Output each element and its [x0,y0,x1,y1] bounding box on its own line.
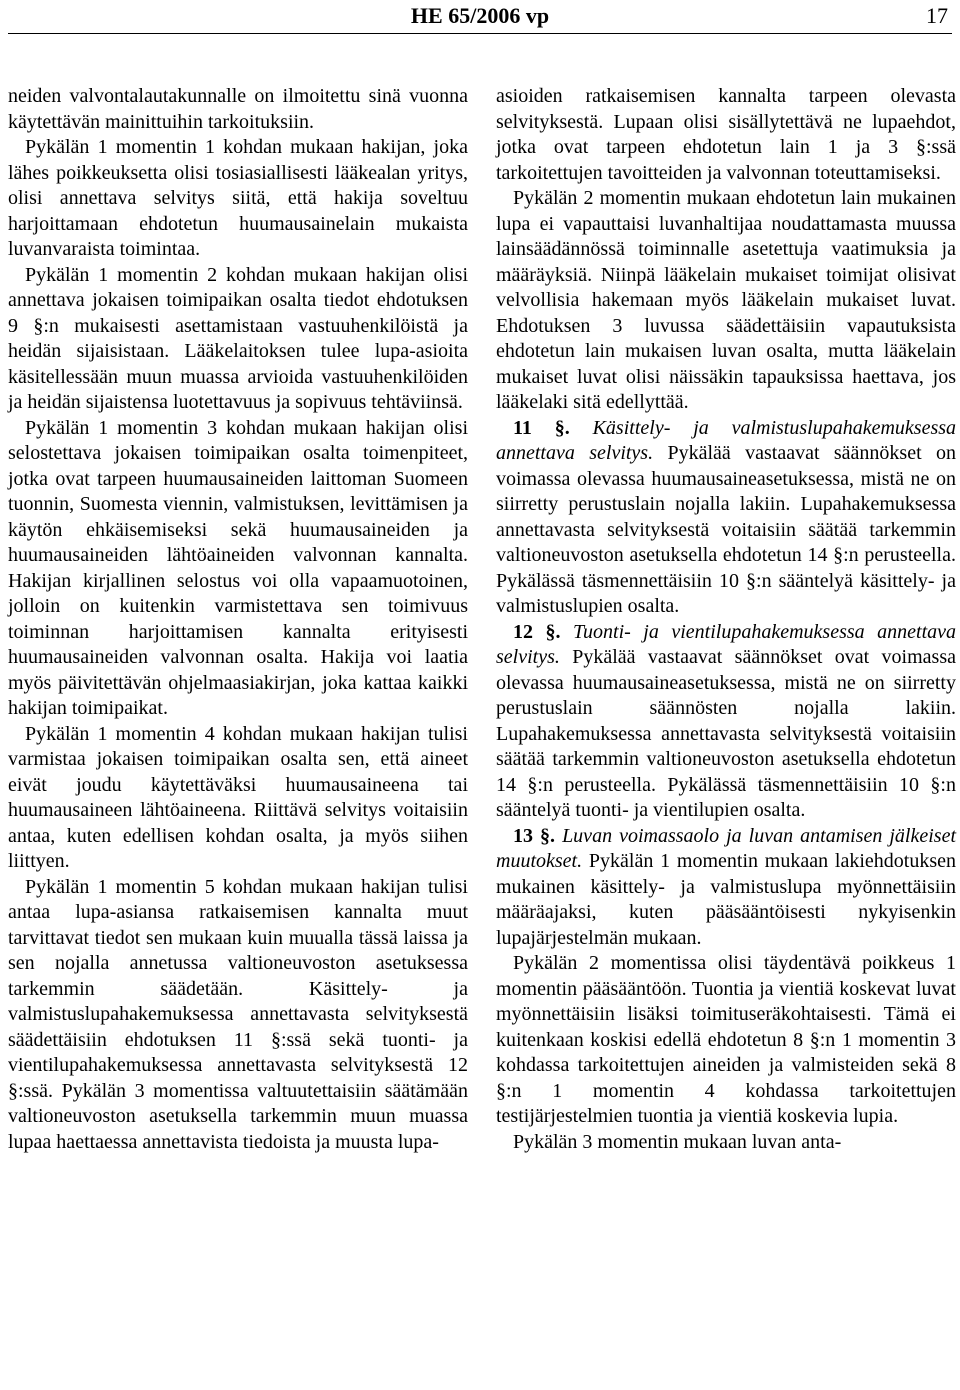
right-column [496,84,956,1155]
paragraph-text: Pykälän 1 momentin 4 kohdan mukaan hakijan tulisi varmistaa jokaisen toimipaikan osalta sen, että aineet eivät joudu käytettäväksi huumausaineena tai huumausaineen lähtöaineena. Riittävä selvitys voitaisiin antaa, kuten edellisen kohdan osalta, ja myös siihen liittyen. [8,722,468,872]
paragraph-text: Pykälän 1 momentin 5 kohdan mukaan hakijan tulisi antaa lupa-asiansa ratkaisemisen kannalta muut tarvittavat tiedot sen mukaan kuin muualla tässä laissa ja sen nojalla annetussa valtioneuvoston asetuksessa tarkemmin säädetään. Käsittely- ja valmistuslupahakemuksessa annettavasta selvityksestä säädettäisiin ehdotuksen 11 §:ssä sekä tuonti- ja vientilupahakemuksessa annettavasta selvityksestä 12 §:ssä. Pykälän 3 momentissa valtuutettaisiin säätämään valtioneuvoston asetuksella tarkemmin muun muassa lupaa haettaessa annettavista tiedoista ja muusta lupa- [8,875,468,1153]
paragraph-text: Pykälää vastaavat säännökset ovat voimassa olevassa huumausaineasetuksessa, mistä ne on siirretty perustuslain säännösten nojalla lakiin. Lupahakemuksessa annettavasta selvityksestä voitaisiin säätää tarkemmin valtioneuvoston asetuksella ehdotetun 14 §:n perusteella. Pykälässä täsmennettäisiin 10 §:n sääntelyä tuonti- ja vientilupien osalta. [496,646,956,821]
section-paragraph [496,824,956,952]
paragraph [496,1130,956,1156]
paragraph-text: asioiden ratkaisemisen kannalta tarpeen olevasta selvityksestä. Lupaan olisi sisällytettävä ne lupaehdot, jotka ovat tarpeen ehdotetun lain 1 ja 3 §:ssä tarkoitettujen tavoitteiden ja valvonnan toteuttamiseksi. [496,85,956,184]
section-title: Tuonti- ja vientilupahakemuksessa annettava selvitys. [496,620,956,668]
paragraph [496,84,956,186]
paragraph [8,722,468,875]
paragraph-text: neiden valvontalautakunnalle on ilmoitettu sinä vuonna käytettävän mainittuihin tarkoituksiin. [8,85,468,133]
section-paragraph [496,620,956,824]
paragraph [8,875,468,1156]
paragraph [8,416,468,722]
section-number: 12 §. [513,620,561,643]
document-id: HE 65/2006 vp [410,3,550,28]
page-number: 17 [926,3,948,28]
section-number: 13 §. [513,824,556,847]
paragraph-text: Pykälän 3 momentin mukaan luvan anta- [513,1130,842,1153]
paragraph-text: Pykälää vastaavat säännökset on voimassa olevassa huumausaineasetuksessa, mistä ne on siirretty perustuslain nojalla lakiin. Lupahakemuksessa annettavasta selvityksestä voitaisiin säätää tarkemmin valtioneuvoston asetuksella ehdotetun 14 §:n perusteella. Pykälässä täsmennettäisiin 10 §:n sääntelyä käsittely- ja valmistuslupien osalta. [496,442,956,617]
paragraph [8,84,468,135]
section-title: Käsittely- ja valmistuslupahakemuksessa annettava selvitys. [496,416,957,464]
paragraph [8,135,468,263]
paragraph [496,186,956,416]
section-title: Luvan voimassaolo ja luvan antamisen jälkeiset muutokset. [496,824,957,872]
paragraph-text: Pykälän 1 momentin mukaan lakiehdotuksen mukainen käsittely- ja valmistuslupa myönnettäisiin määräajaksi, kuten pääsääntöisesti nykyisenkin lupajärjestelmän mukaan. [496,850,956,949]
paragraph [496,951,956,1130]
page-header [0,0,960,40]
section-paragraph [496,416,956,620]
paragraph-text: Pykälän 2 momentissa olisi täydentävä poikkeus 1 momentin pääsääntöön. Tuontia ja vientiä koskevat luvat myönnettäisiin lisäksi toimituseräkohtaisesti. Tämä ei kuitenkaan koskisi edellä ehdotetun 8 §:n 1 momentin 3 kohdassa tarkoitettujen aineiden ja valmisteiden sekä 8 §:n 1 momentin 4 kohdassa tarkoitettujen testijärjestelmien tuontia ja vientiä koskevia lupia. [496,952,956,1127]
left-column [8,84,468,1155]
section-number: 11 §. [513,416,570,439]
paragraph-text: Pykälän 2 momentin mukaan ehdotetun lain mukainen lupa ei vapauttaisi luvanhaltijaa noudattamasta muussa lainsäädännössä toiminnalle asetettuja vaatimuksia ja määräyksiä. Niinpä lääkelain mukaiset toimijat olisivat velvollisia hakemaan myös lääkelain mukaiset luvat. Ehdotuksen 3 luvussa säädettäisiin vapautuksista ehdotetun lain mukaisen luvan osalta, mutta lääkelain mukaiset luvat olisi näissäkin tapauksissa haettava, jos lääkelaki sitä edellyttää. [496,187,956,413]
header-rule [8,33,952,34]
paragraph-text: Pykälän 1 momentin 2 kohdan mukaan hakijan olisi annettava jokaisen toimipaikan osalta tiedot ehdotuksen 9 §:n mukaisesti asettamistaan vastuuhenkilöistä ja heidän sijaisistaan. Lääkelaitoksen tulee lupa-asioita käsitellessään muun muassa arvioida vastuuhenkilöiden ja heidän sijaistensa luotettavuus ja sopivuus tehtäviinsä. [8,263,468,413]
paragraph-text: Pykälän 1 momentin 3 kohdan mukaan hakijan olisi selostettava jokaisen toimipaikan osalta toimenpiteet, jotka ovat tarpeen huumausaineiden laittoman Suomeen tuonnin, Suomesta viennin, valmistuksen, levittämisen ja käytön ehkäisemiseksi sekä huumausaineiden ja huumausaineiden lähtöaineiden valvonnan kannalta. Hakijan kirjallinen selostus voi olla vapaamuotoinen, jolloin on kuitenkin varmistettava sen toimivuus toiminnan harjoittamisen kannalta erityisesti huumausaineiden valvonnan osalta. Hakija voi laatia myös päivitettävän ohjelmaasiakirjan, joka kattaa kaikki hakijan toimipaikat. [8,416,468,719]
paragraph [8,263,468,416]
paragraph-text: Pykälän 1 momentin 1 kohdan mukaan hakijan, joka lähes poikkeuksetta olisi tosiasiallisesti lääkealan yritys, olisi annettava selvitys siitä, että hakija soveltuu harjoittamaan ehdotetun huumausainelain mukaista luvanvaraista toimintaa. [8,136,468,260]
